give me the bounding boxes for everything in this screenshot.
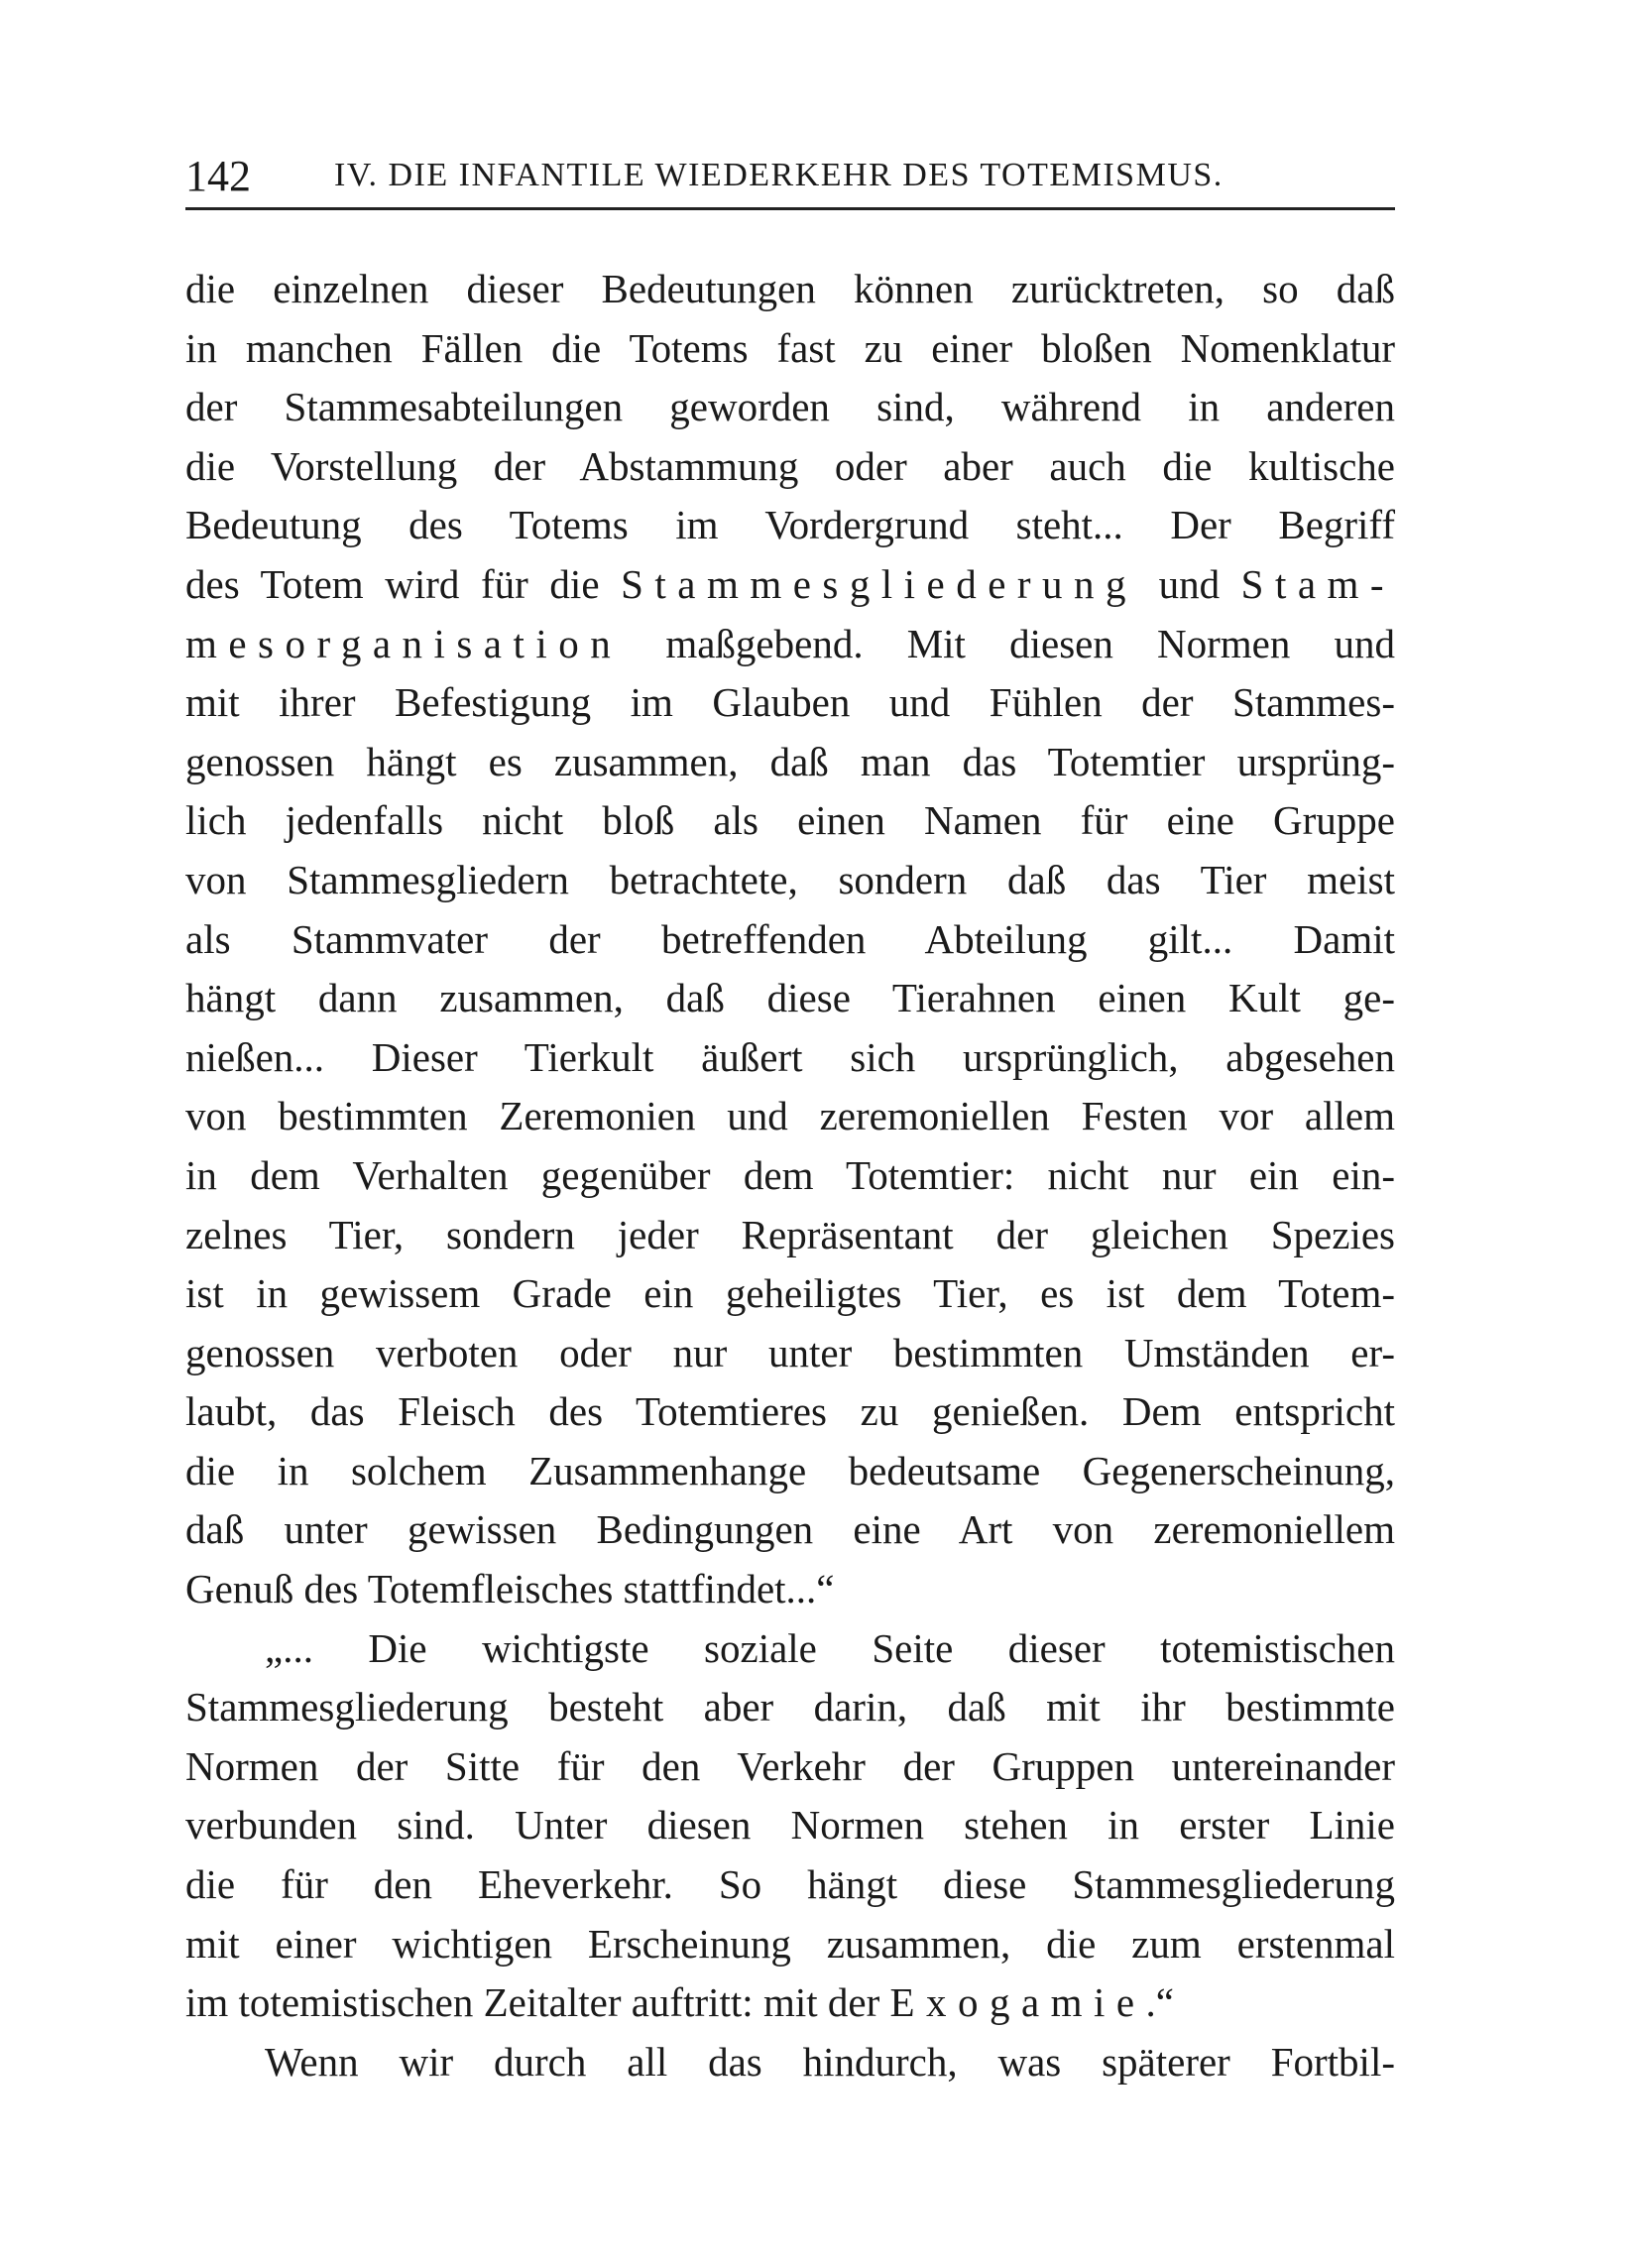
text-segment: maßgebend. Mit diesen Normen und: [622, 620, 1395, 666]
text-line: von Stammesgliedern betrachtete, sondern daß das Tier meist: [185, 856, 1395, 902]
text-line: [185, 1973, 1395, 2033]
text-line: als Stammvater der betreffenden Abteilung gilt... Damit: [185, 915, 1395, 962]
text-line: die Vorstellung der Abstammung oder aber auch die kultische: [185, 442, 1395, 489]
text-line: mit ihrer Befestigung im Glauben und Fühlen der Stammes-: [185, 679, 1395, 726]
page-header: [185, 149, 1395, 210]
text-line: in dem Verhalten gegenüber dem Totemtier: nicht nur ein ein-: [185, 1151, 1395, 1198]
text-line: Wenn wir durch all das hindurch, was späterer Fortbil-: [265, 2038, 1395, 2085]
text-line: die für den Eheverkehr. So hängt diese Stammesgliederung: [185, 1861, 1395, 1908]
text-line: Normen der Sitte für den Verkehr der Gruppen untereinander: [185, 1742, 1395, 1789]
emphasized-term: Stammesgliederung: [621, 560, 1137, 607]
text-line: [185, 555, 1395, 615]
text-line: der Stammesabteilungen geworden sind, während in anderen: [185, 384, 1395, 430]
text-line: Genuß des Totemfleisches stattfindet...“: [185, 1566, 835, 1612]
text-line: laubt, das Fleisch des Totemtieres zu genießen. Dem entspricht: [185, 1388, 1395, 1435]
text-line: hängt dann zusammen, daß diese Tierahnen einen Kult ge-: [185, 975, 1395, 1021]
text-line: genossen hängt es zusammen, daß man das Totemtier ursprüng-: [185, 738, 1395, 784]
body-text: [185, 260, 1395, 2091]
text-line: von bestimmten Zeremonien und zeremoniellen Festen vor allem: [185, 1093, 1395, 1139]
text-segment: und: [1136, 560, 1241, 607]
running-title: IV. DIE INFANTILE WIEDERKEHR DES TOTEMISMUS.: [334, 157, 1224, 193]
emphasized-term: Stam-: [1240, 560, 1396, 607]
text-line: verbunden sind. Unter diesen Normen stehen in erster Linie: [185, 1802, 1395, 1849]
text-line: [185, 615, 1395, 674]
text-line: genossen verboten oder nur unter bestimmten Umständen er-: [185, 1329, 1395, 1375]
text-line: ist in gewissem Grade ein geheiligtes Tier, es ist dem Totem-: [185, 1270, 1395, 1317]
text-segment: .“: [1145, 1979, 1174, 2026]
text-line: in manchen Fällen die Totems fast zu einer bloßen Nomenklatur: [185, 324, 1395, 371]
page-number: 142: [185, 152, 251, 200]
text-line: daß unter gewissen Bedingungen eine Art von zeremoniellem: [185, 1506, 1395, 1553]
text-line: mit einer wichtigen Erscheinung zusammen, die zum erstenmal: [185, 1920, 1395, 1967]
text-line: Bedeutung des Totems im Vordergrund steht... Der Begriff: [185, 502, 1395, 548]
text-line: „... Die wichtigste soziale Seite dieser totemistischen: [265, 1624, 1395, 1671]
emphasized-term: Exogamie: [889, 1979, 1146, 2026]
text-line: die in solchem Zusammenhange bedeutsame Gegenerscheinung,: [185, 1447, 1395, 1493]
text-segment: im totemistischen Zeitalter auftritt: mit der: [185, 1979, 890, 2026]
text-line: nießen... Dieser Tierkult äußert sich ursprünglich, abgesehen: [185, 1033, 1395, 1080]
emphasized-term: mesorganisation: [185, 620, 623, 666]
text-line: zelnes Tier, sondern jeder Repräsentant der gleichen Spezies: [185, 1211, 1395, 1257]
text-line: lich jedenfalls nicht bloß als einen Namen für eine Gruppe: [185, 797, 1395, 844]
text-line: die einzelnen dieser Bedeutungen können zurücktreten, so daß: [185, 266, 1395, 311]
text-line: Stammesgliederung besteht aber darin, daß mit ihr bestimmte: [185, 1684, 1395, 1731]
text-segment: des Totem wird für die: [185, 560, 622, 607]
